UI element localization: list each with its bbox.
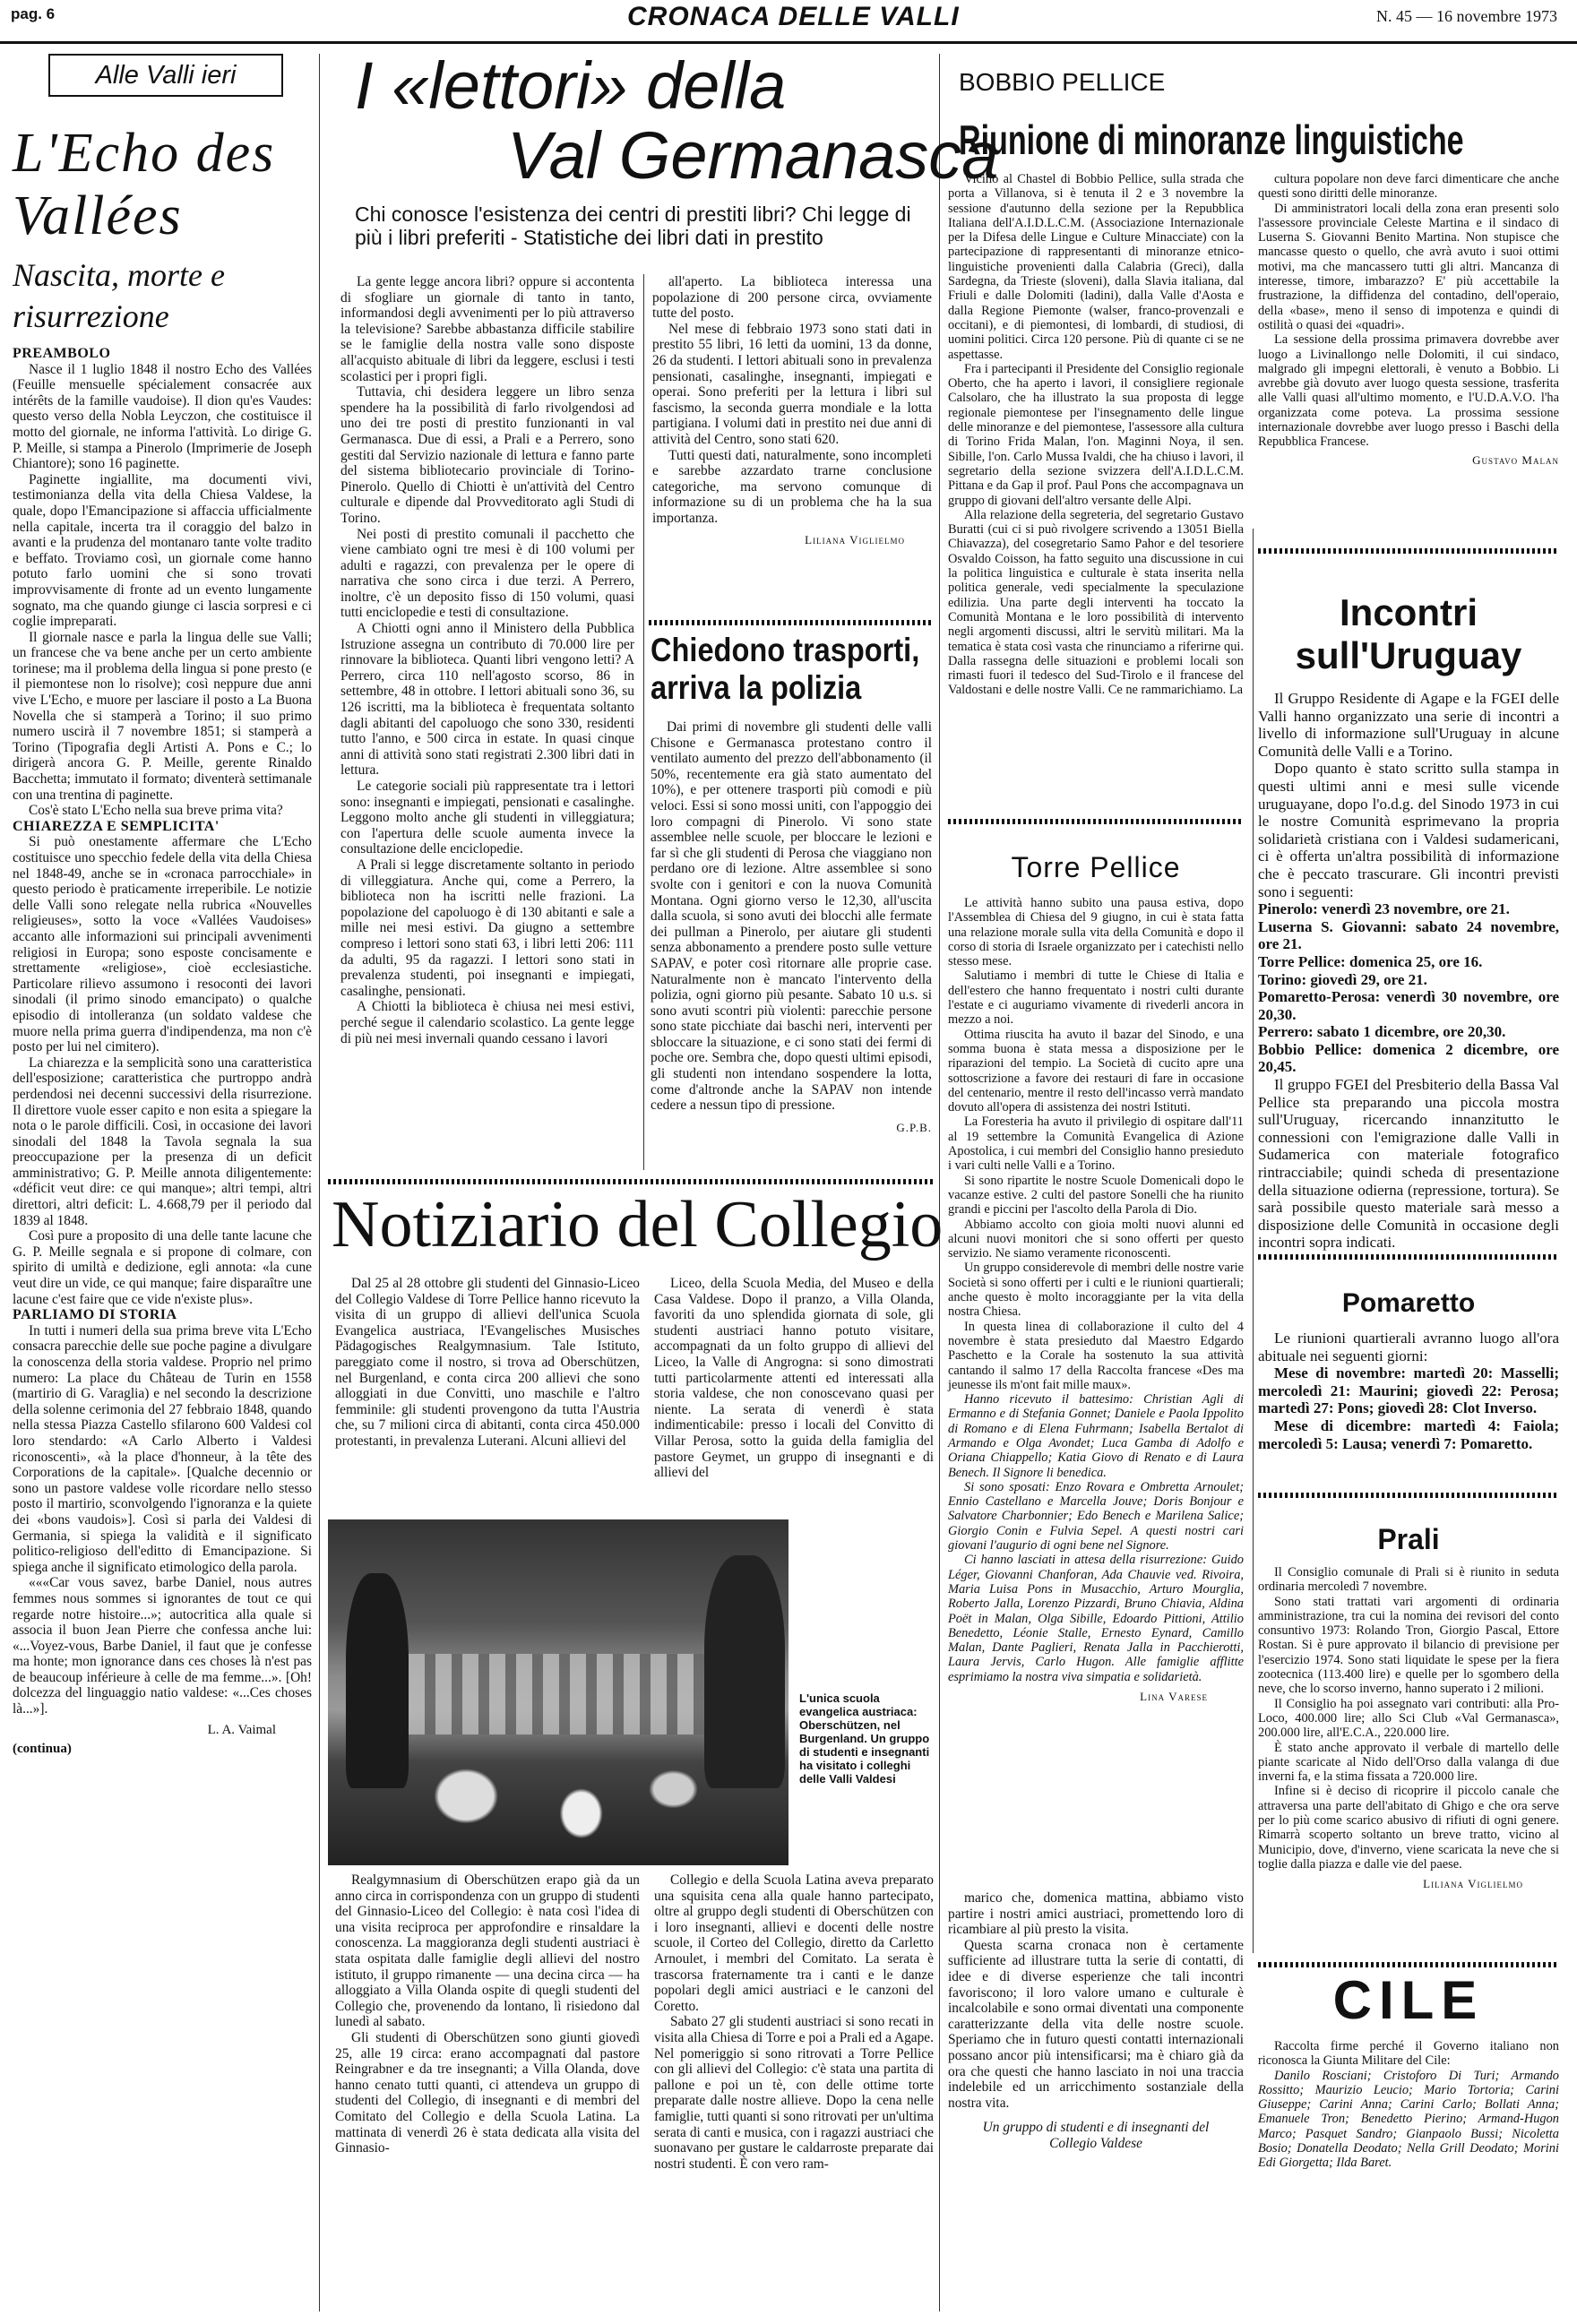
- collegio-col1: Dal 25 al 28 ottobre gli studenti del Ginnasio-Liceo del Collegio Valdese di Torre Pellice hanno ricevuto la visita di un gruppo di allievi dell'unica Scuola Evangelica austriaca, l'Evangelisches Musisches Pädagogisches Realgymnasium. Tale Istituto, pareggiato come il nostro, si trova ad Oberschützen, nel Burgenland, e conta circa 200 allievi che sono alloggiati in due Convitti, uno maschile e l'altro femminile: gli studenti provengono da tutta l'Austria che, su 7 milioni circa di abitanti, conta circa 450.000 protestanti, in prevalenza Luterani. Alcuni allievi del: [335, 1276, 640, 1449]
- lettori-subtitle: Chi conosce l'esistenza dei centri di prestiti libri? Chi legge di più i libri preferiti - Statistiche dei libri dati in prestito: [355, 202, 911, 249]
- schedule-item: Torino: giovedì 29, ore 21.: [1258, 970, 1427, 988]
- continua-note: (continua): [13, 1742, 72, 1757]
- cile-title: CILE: [1332, 1970, 1485, 2030]
- dotted-divider: [1258, 1254, 1559, 1260]
- column-separator: [1253, 529, 1254, 1953]
- schedule-item: Bobbio Pellice: domenica 2 dicembre, ore 20,45.: [1258, 1040, 1559, 1076]
- trasporti-article: [651, 632, 932, 1178]
- subhead-preambolo: PREAMBOLO: [13, 346, 111, 361]
- echo-title: L'Echo des Vallées: [13, 123, 276, 246]
- bobbio-col2: cultura popolare non deve farci dimenticare che anche questi sono diritti delle minoranze. Di amministratori locali della zona eran presenti solo l'assessore provinciale Celeste Martina e il sindaco di Luserna S. Giovanni Benito Martina. Non stupisce che mancasse questo o quello, che avrà avuto i suoi ottimi motivi, ma che mancassero tutti gli altri. Mancanza di interesse, timore, imbarazzo? E' più accettabile la frustrazione, la diffidenza del contadino, dell'operaio, della «base», meno il senso di impotenza e quindi di ostilità o quasi dei «quadri». La sessione della prossima primavera dovrebbe aver luogo a Livinallongo nelle Dolomiti, il cui sindaco, malgrado gli impegni elettorali, è venuto a Bobbio. Li avrebbe già dovuto aver luogo questa sessione, trasferita alle Valli quasi all'ultimo momento, e l'U.D.A.V.O. l'ha organizzata come poteva. La prossima sessione internazionale dovrebbe aver luogo presso i Baschi della Repubblica Francese. Gustavo Malan: [1258, 172, 1559, 467]
- uruguay-article: Incontri sull'Uruguay Il Gruppo Residente di Agape e la FGEI delle Valli hanno organizzato una serie di incontri a livello di informazione sull'Uruguay in alcune Comunità delle Valli e a Torino. Dopo quanto è stato scritto sulla stampa in questi ultimi anni e mesi sulle vicende uruguayane, dopo l'o.d.g. del Sinodo 1973 in cui le nostre Comunità esprimevano la propria solidarietà cristiana con i Valdesi sudamericani, ci è offerta un'altra possibilità di informazione che è peccato trascurare. Gli incontri previsti sono i seguenti: Pinerolo: venerdì 23 novembre, ore 21. Luserna S. Giovanni: sabato 24 novembre, ore 21. Torre Pellice: domenica 25, ore 16. Torino: giovedì 29, ore 21. Pomaretto-Perosa: venerdì 30 novembre, ore 20,30. Perrero: sabato 1 dicembre, ore 20,30. Bobbio Pellice: domenica 2 dicembre, ore 20,45. Il gruppo FGEI del Presbiterio della Bassa Val Pellice sta preparando una piccola mostra sull'Uruguay, ricercando innanzitutto le connessioni con l'emigrazione dalle Valli in Sudamerica con materiale fotografico rintracciabile; quindi scheda di presentazione della situazione odierna (repressione, tortura). Se sarà possibile questo materiale sarà messo a disposizione delle Comunità in occasione degli incontri sopra indicati.: [1258, 591, 1559, 1252]
- left-column: [13, 54, 312, 2311]
- bobbio-kicker: BOBBIO PELLICE: [959, 68, 1166, 96]
- collegio-signature: Un gruppo di studenti e di insegnanti del Collegio Valdese: [982, 2120, 1210, 2151]
- schedule-item: Perrero: sabato 1 dicembre, ore 20,30.: [1258, 1023, 1506, 1041]
- schedule-item: Pomaretto-Perosa: venerdì 30 novembre, ore 20,30.: [1258, 988, 1559, 1023]
- collegio-title: Notiziario del Collegio: [332, 1188, 944, 1261]
- bobbio-col1: Vicino al Chastel di Bobbio Pellice, sulla strada che porta a Villanova, si è tenuta il 2 e 3 novembre la sessione d'autunno della sezione per la Repubblica Italiana dell'A.I.D.L.C.M. (Associazione Internazionale per la Difesa delle Lingue e Culture Minacciate) con la partecipazione di rappresentanti di minoranze etnico-linguistiche provenienti dalla Calabria (Greci), dalla Sardegna, da Trieste (sloveni), dalla Slavia italiana, dal Friuli e dalle Dolomiti (ladini), dalla Valle d'Aosta e dalla Regione Piemonte (walser, franco-provenzali e occitani), e di piemontesi, di lombardi, di studiosi, di uomini politici. Circa 120 persone. Più di quante ci se ne aspettasse. Fra i partecipanti il Presidente del Consiglio regionale Oberto, che ha aperto i lavori, il consigliere regionale Calsolaro, che ha illustrato la sua proposta di legge regionale piemontese per l'insegnamento delle lingue delle minoranze e del piemontese, l'assessore alla cultura di Torino Frida Malan, l'on. Maginni Noya, il sen. Sibille, l'on. Carlo Mussa Ivaldi, che ha chiuso i lavori, il segretario della sezione svizzera dell'A.I.D.L.C.M. Pittana e da Gap il prof. Paul Pons che accompagnava un gruppo di giovani dell'altro versante delle Alpi. Alla relazione della segreteria, del segretario Gustavo Buratti (cui ci si può rivolgere scrivendo a 13051 Biella Chiavazza), del cosegretario Samo Pahor e del tesoriere Osvaldo Coisson, ha fatto seguito una discussione in cui la politica linguistica e culturale è stata inserita nella politica generale, vedi specialmente la speculazione edilizia. Una parte degli interventi ha toccato la Comunità Montana e le loro possibilità di intervento negli argomenti discussi, altri le servitù militari. Ma la tematica è stata così vasta che rinunciamo a riferirne qui. Dalla rassegna delle situazioni e problemi locali son rimasti fuori il tedesco del Sud-Tirolo e il francese del Valdostani e delle nostre Valli. Ce ne rammarichiamo. La: [948, 172, 1244, 698]
- collegio-col3: Realgymnasium di Oberschützen erapo già da un anno circa in corrispondenza con un gruppo di studenti del Ginnasio-Liceo del Collegio: è nata così l'idea di una visita reciproca per approfondire e rinsaldare la conoscenza. La maggioranza degli studenti austriaci è stata ospitata dalle famiglie degli allievi del nostro istituto, il gruppo rimanente — una decina circa — ha alloggiato a Villa Olanda ospite di quegli studenti del Collegio che, provenendo da lontano, lì risiedono dal lunedì al sabato. Gli studenti di Oberschützen sono giunti giovedì 25, alle 19 circa: erano accompagnati dal pastore Reingrabner e da tre insegnanti; a Villa Olanda, dove hanno cenato tutti quanti, ci attendeva un gruppo di studenti del Collegio, di insegnanti e di membri del Comitato del Collegio e della Scuola Latina. La mattinata di venerdì 26 è stata dedicata alla visita del Ginnasio-: [335, 1872, 640, 2156]
- torre-signature: Lina Varese: [1140, 1690, 1208, 1704]
- dotted-divider: [1258, 1493, 1559, 1498]
- trasporti-signature: G.P.B.: [896, 1120, 932, 1134]
- cile-article: CILE Raccolta firme perché il Governo italiano non riconosca la Giunta Militare del Cile: Danilo Rosciani; Cristoforo Di Turi; Armando Rossitto; Maurizio Leucio; Mario Tortoria; Carini Giuseppe; Carini Anna; Carini Carlo; Bollati Anna; Emanuele Tron; Benedetto Pierino; Armand-Hugon Marco; Pasquet Sandro; Gianpaolo Bussi; Nicoletta Bosio; Donatella Deodato; Nella Grill Deodato; Morini Edi Giorgetta; Ilda Baret.: [1258, 1970, 1559, 2171]
- echo-article-body: PREAMBOLO Nasce il 1 luglio 1848 il nostro Echo des Vallées (Feuille mensuelle spécialement consacrée aux intérêts de la famille vaudoise). Il dion qu'es Vaudes: questo verso della Nobla Leyczon, che costituisce il motto del giornale, ne informa l'attività. Lo dirige G. P. Meille, si stampa a Pinerolo (Imprimerie de Joseph Chiantore); sono 16 paginette. Paginette ingiallite, ma documenti vivi, testimonianza della vita della Chiesa Valdese, la quale, dopo l'Emancipazione si affaccia ufficialmente nella capitale, incerta tra il coraggio del balzo in avanti e la prudenza del montanaro tante volte tradito e beffato. Troviamo così, un giornale come hanno potuto farlo uomini che si sono trovati improvvisamente di fronte ad un evento lungamente sognato, ma che quando giunge ci lascia sorpresi e ci coglie impreparati. Il giornale nasce e parla la lingua delle sue Valli; un francese che va bene anche per un certo ambiente torinese; ma il problema della lingua si pone presto (e il piemontese non lo risolve); così neppure due anni vive L'Echo, e muore per lasciare il posto a La Buona Novella che si stamperà a Torino; il suo primo numero uscirà il 7 novembre 1851; si stamperà a Torino (Tipografia degli Artisti A. Pons e C.; lo dirigerà ancora G. P. Meille, gerente Rinaldo Bacchetta; immutato il formato; diventerà settimanale con una trentina di paginette. Cos'è stato L'Echo nella sua breve prima vita? CHIAREZZA E SEMPLICITA' Si può onestamente affermare che L'Echo costituisce uno specchio fedele della vita della Chiesa nel 1848-49, anche se in «cronaca parrocchiale» in questo periodo è praticamente irreperibile. Le notizie delle Valli sono relegate nella rubrica «Nouvelles religieuses», sotto la voce «Vallées Vaudoises» accanto alle informazioni sui principali avvenimenti religiosi in Europa; sono esposte concisamente e strettamente «religiose», cioè ecclesiastiche. Particolare rilievo assumono i resoconti dei lavori sinodali (il primo sinodo emancipato) o qualche episodio di intolleranza (un soldato valdese che muore nella prima guerra d'indipendenza, ma non c'è posto per lui nel cimitero). La chiarezza e la semplicità sono una caratteristica dell'esposizione; caratteristica che purtroppo andrà perdendosi nei decenni successivi della risurrezione. Il direttore vuole esser capito e non esita a spiegare la nota o le parole difficili. Così, in occasione dei lavori sinodali del 1848 la Tavola segnala la sua preoccupazione per la presenza di un deficit amministrativo; G. P. Meille annota diligentemente: «déficit veut dire: ce qui manque»; altri tempi, altri direttori, altri deficit: L. 4.668,79 per il periodo dal 1839 al 1848. Così pure a proposito di una delle tante lacune che G. P. Meille segnala e si propone di colmare, con spirito di umiltà e dedizione, egli annota: «la cune veut dire un vide, ce qui manque; faire disparaître une lacune c'est faire que ce vide n'existe plus». PARLIAMO DI STORIA In tutti i numeri della sua prima breve vita L'Echo consacra parecchie delle sue poche pagine a divulgare la conoscenza della storia valdese. Proprio nel primo numero: La place du Château de Turin en 1558 (martirio di G. Varaglia) e nel secondo la descrizione della solenne cerimonia del 27 febbraio 1848, quando nella stessa Piazza Castello sfilarono 600 Valdesi col loro stendardo: «A Carlo Alberto i Valdesi riconoscenti», «à la place d'honneur, à la tête des Corporations de la capitale». [Qualche decennio or sono un pastore valdese volle ricordare nello stesso posto il martirio, sconvolgendo l'ignoranza e la quiete dei «bons vaudois»]. Così si parla dei Valdesi di Germania, si spiega la validità e il significato politico-religioso dell'editto di Emancipazione. Si spiega anche il significato etimologico della parola. «««Car vous savez, barbe Daniel, nous autres femmes nous sommes si ignorantes de tout ce qui regarde notre histoire...»; autocritica alla quale si associa il buon Jean Pierre che confessa anche lui: «...Voyez-vous, Barbe Daniel, il faut que je confesse ma honte; mon ignorance dans ces choses là n'est pas de beaucoup inférieure à celle de ma femme...». [Oh! dolcezza del linguaggio natio valdese: «...Ces choses là...»]. L. A. Vaimal (continua): [13, 346, 312, 1757]
- lettori-title-line2: Val Germanasca: [507, 118, 999, 193]
- section-box-label: Alle Valli ieri: [48, 54, 283, 97]
- trasporti-body: Dai primi di novembre gli studenti delle valli Chisone e Germanasca protestano contro il ventilato aumento del prezzo dell'abbonamento (il 50%, recentemente era già stato aumentato del 10%), e per ottenere trasporti più comodi e più veloci. Essi si sono mossi uniti, con l'appoggio dei loro compagni di Pinerolo. Vi sono state assemblee nelle scuole, per bloccare le lezioni e far sì che gli studenti di Perosa che viaggiano non perdano ore di lezione. Altre assemblee si sono svolte con i genitori e con la nuova Comunità Montana. Ogni giorno verso le 12,30, all'uscita dalla scuola, si sono avuti dei blocchi alle fermate dei pullman a Pinerolo, per aiutare gli studenti senza abbonamento a prendere posto sulle vetture SAPAV, e poter così ritornare alle proprie case. Naturalmente non è mancato l'intervento della polizia, ogni giorno più pesante. Sabato 10 u.s. si sono avuti scontri più violenti: parecchie persone sono state picchiate dai baschi neri, interventi per sbloccare la situazione, e ci sono stati dei fermi di poche ore. Sembra che, dopo questi ultimi episodi, gli studenti non intendano sospendere la lotta, come d'altronde anche la SAPAV non intende cedere a nessun tipo di pressione.: [651, 719, 932, 1114]
- subhead-storia: PARLIAMO DI STORIA: [13, 1307, 177, 1323]
- pomaretto-article: Pomaretto Le riunioni quartierali avranno luogo all'ora abituale nei seguenti giorni: Mese di novembre: martedì 20: Masselli; mercoledì 21: Maurini; giovedì 22: Perosa; martedì 27: Pons; giovedì 28: Clot Inverso. Mese di dicembre: martedì 4: Faiola; mercoledì 5: Lausa; venerdì 7: Pomaretto.: [1258, 1288, 1559, 1452]
- collegio-col2: Liceo, della Scuola Media, del Museo e della Casa Valdese. Dopo il pranzo, a Villa Olanda, favoriti da uno splendida giornata di sole, gli studenti austriaci hanno potuto visitare, accompagnati da un folto gruppo di allievi del Liceo, la Valle di Angrogna: si sono dimostrati tutti particolarmente attenti ed interessati alla storia valdese, che non conoscevano quasi per niente. La serata di venerdì è stata indimenticabile: presso i locali del Convitto di Villar Perosa, sotto la guida della famiglia del pastore Geymet, un gruppo di insegnanti e di allievi del: [654, 1276, 934, 1481]
- prali-signature: Liliana Viglielmo: [1423, 1877, 1523, 1891]
- torre-body: Le attività hanno subito una pausa estiva, dopo l'Assemblea di Chiesa del 9 giugno, in cui è stata fatta una relazione morale sulla vita della Comunità e dopo il corso di storia di Israele organizzato per i catechisti nello stesso mese. Salutiamo i membri di tutte le Chiese di Italia e dell'estero che hanno frequentato i nostri culti durante l'estate e ci auguriamo vivamente di rivederli ancora in mezzo a noi. Ottima riuscita ha avuto il bazar del Sinodo, e una somma buona è stata messa a disposizione per le riparazioni del tempio. La Società di cucito apre una sottoscrizione a favore dei restauri di fare in occasione del centenario, mentre il resto dell'incasso verrà mandato dovuto all'opera di assistenza dei nostri Istituti. La Foresteria ha avuto il privilegio di ospitare dall'11 al 19 settembre la Comunità Evangelica di Azione Apostolica, i cui membri del Consiglio hanno presieduto i vari culti nelle Valli e a Torino. Si sono ripartite le nostre Scuole Domenicali dopo le vacanze estive. 2 culti del pastore Sonelli che ha riunito grandi e piccini per l'ascolto della Parola di Dio. Abbiamo accolto con gioia molti nuovi alunni ed alcuni nuovi monitori che si sono offerti per questo servizio. Ne siamo veramente riconoscenti. Un gruppo considerevole di membri delle nostre varie Società si sono offerti per i culti e le riunioni quartierali; anche questo è molto incoraggiante per la vita della nostra Chiesa. In questa linea di collaborazione il culto del 4 novembre è stata presieduto dal Maestro Edgardo Paschetto e la Corale ha sostenuto la sua attività cantando il salmo 17 della Raccolta francese «Des ma jeunesse ils m'ont fait mille maux». Hanno ricevuto il battesimo: Christian Agli di Ermanno e di Stefania Gonnet; Daniele e Paola Ippolito di Romano e di Elena Fuhrmann; Isabella Bertalot di Armando e Olga Avondet; Luca Gamba di Adolfo e Oriana Chiappello; Katia Giovo di Renato e di Laura Benech. Il Signore li benedica. Si sono sposati: Enzo Rovara e Ombretta Arnoulet; Ennio Castellano e Marcella Jouve; Doris Bonjour e Salvatore Charbonnier; Edo Benech e Marilena Salice; Giorgio Conin e Fulvia Sepel. A questi nostri cari giovani l'augurio di ogni bene nel Signore. Ci hanno lasciati in attesa della risurrezione: Guido Léger, Giovanni Chanforan, Ada Chauvie ved. Rivoira, Maria Luisa Pons in Musacchio, Arturo Mourglia, Roberto Jalla, Lorenzo Pizzardi, Bruno Chiavia, Aldina Poët in Malan, Olga Sibille, Edoardo Pittioni, Attilio Benedetto, Léonie Stalle, Ernesto Eynard, Camillo Malan, Dante Paglieri, Renata Jalla in Pacchierotti, Laura Jervis, Carlo Hugon. Alle famiglie afflitte esprimiamo la nostra viva simpatia e solidarietà. Lina Varese: [948, 896, 1244, 1704]
- page-number: pag. 6: [11, 5, 56, 22]
- collegio-col4: Collegio e della Scuola Latina aveva preparato una squisita cena alla quale hanno partecipato, oltre al gruppo degli studenti di Oberschützen con i loro insegnanti, allievi e docenti delle nostre scuole, il Corteo del Collegio, diretto da Carletto Arnoulet, i membri del Comitato. La serata è trascorsa fraternamente tra i canti e le danze popolari degli amici austriaci e le canzoni del Coretto. Sabato 27 gli studenti austriaci si sono recati in visita alla Chiesa di Torre e poi a Prali ed a Agape. Nel pomeriggio si sono ritrovati a Torre Pellice con gli allievi del Collegio: c'è stata una partita di pallone e poi un tè, con delle ottime torte preparate dalle nostre allieve. Dopo la cena nelle famiglie, tutti quanti si sono ritrovati per un'ultima serata di canti e musica, con i ragazzi austriaci che suonavano per gustare le caldarroste preparate dai nostri studenti. È con vero ram-: [654, 1872, 934, 2172]
- uruguay-title-line2: sull'Uruguay: [1295, 634, 1522, 676]
- page-header: [0, 0, 1577, 47]
- uruguay-title-line1: Incontri: [1340, 591, 1478, 633]
- column-separator: [643, 274, 644, 1170]
- bobbio-title: Riunione di minoranze linguistiche: [959, 116, 1464, 163]
- torre-title: Torre Pellice: [1011, 851, 1181, 883]
- bobbio-signature: Gustavo Malan: [1472, 452, 1559, 467]
- echo-subtitle: Nascita, morte e risurrezione: [13, 257, 225, 334]
- trasporti-title-line2: arriva la polizia: [651, 669, 862, 706]
- lettori-col1: La gente legge ancora libri? oppure si accontenta di sfogliare un giornale di tanto in tanto, informandosi degli avvenimenti per lo più attraverso la televisione? Sarebbe abbastanza difficile stabilire se le famiglie della nostra valle sono disposte all'acquisto abituale di libri da leggere, esclusi i testi scolastici per i propri figli. Tuttavia, chi desidera leggere un libro senza spendere ha la possibilità di farlo rivolgendosi ad uno dei tre posti di prestito funzionanti in val Germanasca. Due di essi, a Prali e a Perrero, sono gestiti dal Servizio nazionale di lettura e fanno parte del sistema bibliotecario provinciale di Torino-Pinerolo. Quello di Chiotti è un'attività del Centro culturale e dipende dal Provveditorato agli Studi di Torino. Nei posti di prestito comunali il pacchetto che viene cambiato ogni tre mesi è di 100 volumi per adulti e ragazzi, con prevalenza per le opere di narrativa che sono circa i due terzi. A Perrero, inoltre, c'è un deposito fisso di 150 volumi, quasi tutti enciclopedie e testi di consultazione. A Chiotti ogni anno il Ministero della Pubblica Istruzione assegna un contributo di 70.000 lire per rinnovare la biblioteca. Quanti libri vengono letti? A Perrero, circa 110 nell'agosto scorso, 86 in settembre, 48 in ottobre. I lettori abituali sono 36, su 126 iscritti, ma la biblioteca è frequentata soltanto dagli abitanti del capoluogo che sono 330, residenti tutto l'anno, e 500 circa in estate. In quasi cinque anni di attività sono stati registrati 2.300 libri dati in lettura. Le categorie sociali più rappresentate tra i lettori sono: insegnanti e impiegati, pensionati e casalinghe. Leggono molto anche gli studenti in villeggiatura; con l'apertura delle scuole aumenta invece la consultazione delle enciclopedie. A Prali si legge discretamente soltanto in periodo di villeggiatura. Anche qui, come a Perrero, la biblioteca non ha iscritti nelle frazioni. La popolazione del capoluogo è di 130 abitanti e sale a mille nei mesi estivi. Da giugno a settembre compreso i lettori sono stati 63, i libri letti 206: 111 da adulti, 95 da ragazzi. I lettori sono stati in prevalenza studenti, poi insegnanti e impiegati, casalinghe, pensionati. A Chiotti la biblioteca è chiusa nei mesi estivi, perché segue il calendario scolastico. La gente legge di più nei mesi invernali quando cessano i lavori: [340, 274, 634, 1046]
- lettori-signature: Liliana Viglielmo: [805, 532, 905, 547]
- lettori-title-line1: I «lettori» della: [355, 48, 787, 123]
- meeting-schedule: [1258, 900, 1559, 1076]
- subhead-chiarezza: CHIAREZZA E SEMPLICITA': [13, 818, 220, 834]
- schedule-item: Torre Pellice: domenica 25, ore 16.: [1258, 952, 1483, 970]
- prali-title: Prali: [1377, 1523, 1440, 1555]
- schedule-item: Pinerolo: venerdì 23 novembre, ore 21.: [1258, 900, 1510, 918]
- schedule-item: Luserna S. Giovanni: sabato 24 novembre, ore 21.: [1258, 917, 1559, 953]
- prali-article: Prali Il Consiglio comunale di Prali si è riunito in seduta ordinaria mercoledì 7 novembre. Sono stati trattati vari argomenti di ordinaria amministrazione, tra cui la nomina dei revisori del conto consuntivo 1973: Rolando Tron, Giorgio Pascal, Ettore Rostan. Si è pure approvato il bilancio di previsione per l'esercizio 1974. Sono stati liquidate le spese per la fiera zootecnica (113.400 lire) e quelle per lo sgombero della neve, che lo scorso inverno, hanno superato i 2 milioni. Il Consiglio ha poi assegnato vari contributi: alla Pro-Loco, 400.000 lire; allo Sci Club «Val Germanasca», 200.000 lire, all'E.C.A., 220.000 lire. È stato anche approvato il verbale di martello delle piante scaricate al Nido dell'Orso dalla valanga di due inverni fa, e la stima fissata a 720.000 lire. Infine si è deciso di ricoprire il piccolo canale che attraversa una parte dell'abitato di Ghigo e che ora serve per lo più come scarico abusivo di rifiuti di ogni genere. Rimarrà scoperto soltanto un breve tratto, vicino al Municipio, dove, d'inverno, viene scaricata la neve che si toglie dalla piazza e dalle vie del paese. Liliana Viglielmo: [1258, 1523, 1559, 1891]
- school-photo: [328, 1519, 788, 1865]
- dotted-divider: [948, 819, 1244, 824]
- signature-list: Danilo Rosciani; Cristoforo Di Turi; Armando Rossitto; Maurizio Leucio; Mario Tortoria; Carini Giuseppe; Carini Anna; Carini Carlo; Bollati Anna; Emanuele Tron; Benedetto Pierino; Armand-Hugon Marco; Pasquet Sandro; Gianpaolo Bussi; Nicoletta Bosio; Donatella Deodato; Nella Grill Deodato; Morini Edi Giorgetta; Ilda Baret.: [1258, 2068, 1559, 2171]
- header-rule: [0, 41, 1577, 44]
- dotted-divider: [1258, 1962, 1559, 1967]
- photo-caption: L'unica scuola evangelica austriaca: Oberschützen, nel Burgenland. Un gruppo di studenti e insegnanti ha visitato i colleghi delle Valli Valdesi: [799, 1691, 930, 1786]
- issue-info: N. 45 — 16 novembre 1973: [1376, 7, 1557, 25]
- collegio-col5: marico che, domenica mattina, abbiamo visto partire i nostri amici austriaci, promettendo loro di ricambiare al più presto la visita. Questa scarna cronaca non è certamente sufficiente ad illustrare tutta la serie di contatti, di idee e di diverse esperienze che tali incontri favoriscono; il loro valore umano e culturale è incalcolabile e sono ormai diventati una componente caratterizzante della vita delle nostre scuole. Speriamo che in futuro questi contatti internazionali possano ancor più intensificarsi; ma è chiaro già da ora che questi che hanno lasciato in noi una traccia indelebile ed un arricchimento sostanziale della nostra vita. Un gruppo di studenti e di insegnanti del Collegio Valdese: [948, 1890, 1244, 2151]
- pomaretto-title: Pomaretto: [1341, 1288, 1476, 1318]
- dotted-divider: [649, 620, 934, 625]
- column-separator: [939, 54, 940, 2311]
- column-separator: [319, 54, 320, 2311]
- masthead: CRONACA DELLE VALLI: [627, 2, 960, 31]
- author-signature: L. A. Vaimal: [207, 1722, 276, 1737]
- lettori-col2: all'aperto. La biblioteca interessa una popolazione di 200 persone circa, ovviamente tutte del posto. Nel mese di febbraio 1973 sono stati dati in prestito 55 libri, 16 letti da uomini, 13 da donne, 26 da studenti. I lettori abituali sono in prevalenza pensionati, casalinghe, insegnanti, impiegati e operai. Sono preferiti per la lettura i libri sul fascismo, la seconda guerra mondiale e la lotta partigiana. I volumi dati in prestito nei due anni di attività del Centro, sono stati 620. Tutti questi dati, naturalmente, sono incompleti e sarebbe azzardato trarne conclusione categoriche, ma servono comunque di informazione su di un problema che ha la sua importanza. Liliana Viglielmo: [652, 274, 932, 547]
- trasporti-title-line1: Chiedono trasporti,: [651, 632, 920, 668]
- dotted-divider: [1258, 548, 1559, 554]
